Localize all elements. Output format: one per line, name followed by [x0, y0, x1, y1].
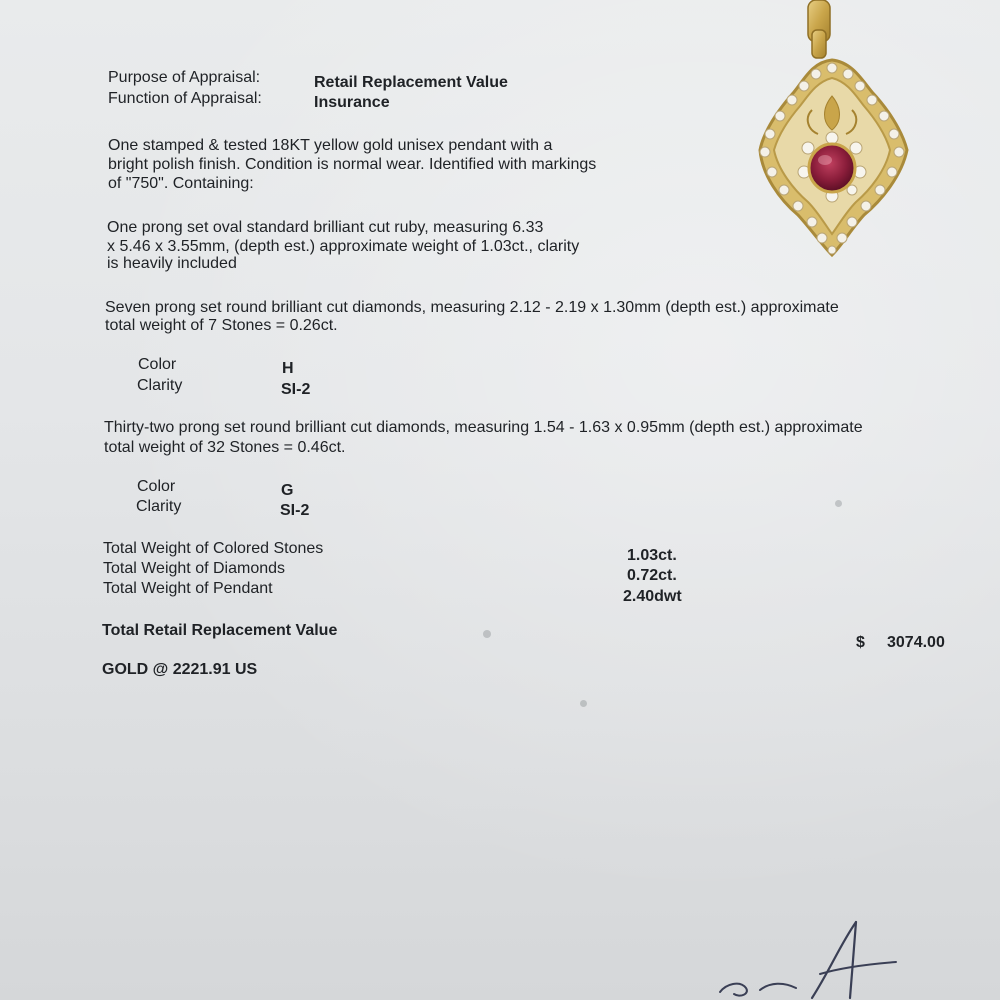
diamonds-7-clarity-value: SI-2	[281, 381, 311, 398]
description-line-2: bright polish finish. Condition is normal wear. Identified with markings	[108, 156, 597, 173]
currency-symbol: $	[856, 634, 865, 651]
diamonds-32-clarity-label: Clarity	[136, 498, 182, 515]
diamonds-32-line-1: Thirty-two prong set round brilliant cut diamonds, measuring 1.54 - 1.63 x 0.95mm (depth est.) approximate	[104, 419, 863, 436]
purpose-value: Retail Replacement Value	[314, 74, 508, 91]
diamonds-32-color-label: Color	[137, 478, 176, 495]
diamonds-7-line-2: total weight of 7 Stones = 0.26ct.	[105, 317, 338, 334]
diamonds-32-line-2: total weight of 32 Stones = 0.46ct.	[104, 439, 346, 456]
diamonds-7-clarity-label: Clarity	[137, 377, 183, 394]
paper-speck	[483, 630, 491, 638]
diamonds-7-line-1: Seven prong set round brilliant cut diamonds, measuring 2.12 - 2.19 x 1.30mm (depth est.) approximate	[105, 299, 839, 316]
total-retail-value: 3074.00	[887, 634, 945, 651]
description-line-3: of "750". Containing:	[108, 175, 254, 192]
total-colored-value: 1.03ct.	[627, 547, 677, 564]
function-value: Insurance	[314, 94, 390, 111]
function-label: Function of Appraisal:	[108, 90, 262, 107]
purpose-label: Purpose of Appraisal:	[108, 69, 261, 86]
total-pendant-label: Total Weight of Pendant	[103, 580, 273, 597]
total-diamonds-label: Total Weight of Diamonds	[103, 560, 286, 577]
ruby-line-3: is heavily included	[107, 255, 237, 272]
diamonds-7-color-label: Color	[138, 356, 177, 373]
ruby-line-1: One prong set oval standard brilliant cut ruby, measuring 6.33	[107, 219, 544, 236]
diamonds-32-color-value: G	[281, 482, 294, 499]
diamonds-32-clarity-value: SI-2	[280, 502, 310, 519]
description-line-1: One stamped & tested 18KT yellow gold unisex pendant with a	[108, 137, 553, 154]
total-colored-label: Total Weight of Colored Stones	[103, 540, 324, 557]
total-diamonds-value: 0.72ct.	[627, 567, 677, 584]
pendant-photo	[752, 0, 912, 262]
signature	[700, 910, 920, 1000]
paper-speck	[580, 700, 587, 707]
ruby-line-2: x 5.46 x 3.55mm, (depth est.) approximate weight of 1.03ct., clarity	[107, 238, 580, 255]
gold-price-line: GOLD @ 2221.91 US	[102, 661, 258, 678]
paper-speck	[835, 500, 842, 507]
total-retail-label: Total Retail Replacement Value	[102, 622, 338, 639]
total-pendant-value: 2.40dwt	[623, 588, 682, 605]
diamonds-7-color-value: H	[282, 360, 294, 377]
